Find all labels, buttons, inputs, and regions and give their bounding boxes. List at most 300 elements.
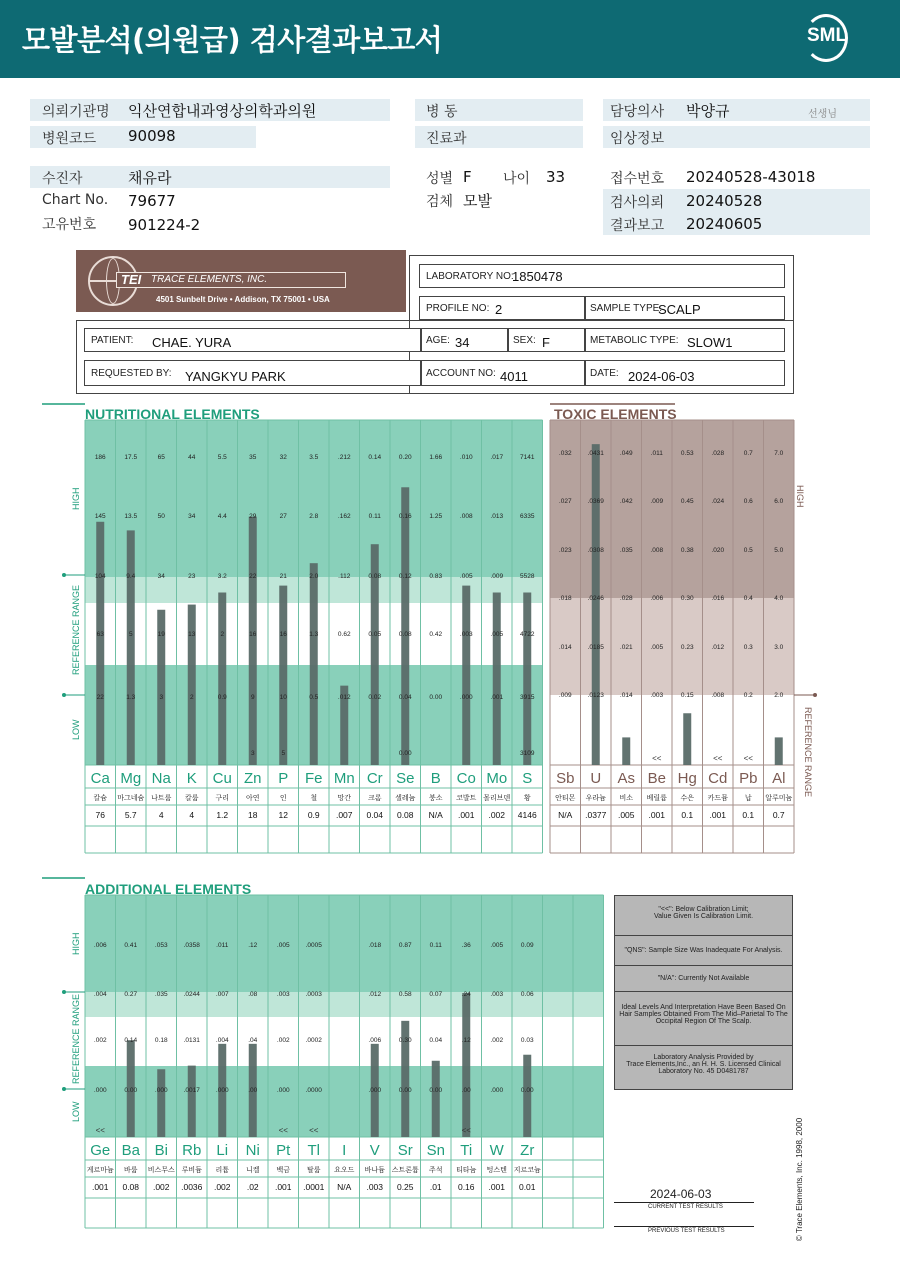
nut-name: 칼륨: [184, 794, 199, 802]
nut-tick-label: 4.4: [217, 513, 227, 520]
tox-name: 수은: [680, 794, 695, 802]
add-tick-label: .002: [276, 1037, 290, 1044]
add-tick-label: 0.00: [124, 1087, 138, 1094]
add-symbol-tl: Tl: [307, 1142, 320, 1159]
lab-no-value: 1850478: [512, 269, 563, 284]
nut-tick-label: 7141: [520, 454, 535, 461]
metabolic-value: SLOW1: [687, 335, 733, 350]
nut-tick-label: 0.14: [368, 454, 382, 461]
nut-tick-label: 32: [279, 454, 287, 461]
nut-tick-label: 9: [250, 694, 255, 701]
add-bar-sn: [432, 1061, 440, 1137]
tox-tick-label: 0.30: [680, 595, 694, 602]
reception-value: 20240528-43018: [686, 168, 816, 186]
tox-symbol-as: As: [617, 770, 636, 787]
nut-name: 망간: [337, 794, 352, 802]
nut-name: 칼슘: [93, 794, 108, 802]
add-tick-label: .08: [248, 991, 258, 998]
add-result: .001: [488, 1182, 506, 1192]
reference-range-dot: [813, 693, 817, 697]
tox-result: .005: [617, 810, 635, 820]
tox-name: 비소: [619, 794, 634, 802]
nut-tick-label: 34: [157, 573, 165, 580]
nut-tick-label: 0.12: [398, 573, 412, 580]
nut-tick-label: 2.8: [309, 513, 319, 520]
add-tick-label: 0.18: [154, 1037, 168, 1044]
add-tick-label: .00: [248, 1087, 258, 1094]
add-tick-label: .003: [276, 991, 290, 998]
tox-result: .001: [648, 810, 666, 820]
add-tick-label: .12: [248, 942, 258, 949]
add-tick-label: .000: [93, 1087, 107, 1094]
id-label: 고유번호: [42, 217, 97, 233]
nut-result: 0.9: [307, 810, 320, 820]
nut-bar-fe: [310, 563, 318, 765]
nut-tick-label: 0.08: [368, 573, 382, 580]
tox-tick-label: 0.6: [743, 498, 753, 505]
nut-tick-label: 3: [250, 750, 255, 757]
add-name: 리튬: [215, 1166, 230, 1174]
reference-range-dot: [62, 693, 66, 697]
tox-tick-label: 0.53: [680, 450, 694, 457]
nut-tick-label: 35: [249, 454, 257, 461]
nut-tick-label: 104: [94, 573, 106, 580]
nut-bar-cu: [218, 593, 226, 766]
toxic-title: TOXIC ELEMENTS: [554, 406, 677, 422]
add-name: 루비듐: [181, 1166, 202, 1174]
tei-patient-label: PATIENT:: [91, 335, 134, 346]
nut-tick-label: 63: [96, 631, 104, 638]
nut-tick-label: .001: [490, 694, 504, 701]
tox-tick-label: .008: [711, 692, 725, 699]
nut-tick-label: 0.05: [368, 631, 382, 638]
add-tick-label: .04: [248, 1037, 258, 1044]
tox-tick-label: 4.0: [774, 595, 784, 602]
add-symbol-ba: Ba: [121, 1142, 140, 1159]
date-label: DATE:: [590, 368, 619, 379]
add-symbol-ge: Ge: [90, 1142, 111, 1159]
tox-tick-label: .003: [650, 692, 664, 699]
nut-tick-label: 0.11: [368, 513, 381, 520]
nut-tick-label: 0.20: [398, 454, 412, 461]
add-symbol-li: Li: [216, 1142, 229, 1159]
add-tick-label: .000: [215, 1087, 229, 1094]
nut-result: 0.08: [396, 810, 414, 820]
nut-tick-label: 0.02: [368, 694, 382, 701]
nut-bar-ca: [96, 522, 104, 765]
nut-tick-label: 0.9: [217, 694, 227, 701]
nut-tick-label: .000: [459, 694, 473, 701]
tox-result: .001: [709, 810, 727, 820]
tox-name: 카드뮴: [707, 794, 728, 802]
add-tick-label: .004: [93, 991, 107, 998]
tox-tick-label: .0369: [587, 498, 604, 505]
clinical-label: 임상정보: [610, 131, 665, 147]
requested-value: YANGKYU PARK: [185, 369, 286, 384]
add-tick-label: 0.27: [124, 991, 138, 998]
request-value: 20240528: [686, 192, 763, 210]
add-tick-label: .006: [368, 1037, 382, 1044]
nut-tick-label: 2.0: [309, 573, 319, 580]
add-name: 바나듐: [364, 1166, 385, 1174]
nut-result: 1.2: [216, 810, 229, 820]
chart-value: 79677: [128, 192, 176, 210]
add-result: .0036: [181, 1182, 203, 1192]
nut-tick-label: 2: [189, 694, 194, 701]
add-name: 비스무스: [147, 1166, 175, 1174]
tox-tick-label: 0.38: [680, 547, 694, 554]
tox-bar-hg: [683, 713, 691, 765]
nut-symbol-ca: Ca: [90, 770, 110, 787]
add-bar-bi: [157, 1069, 165, 1137]
doctor-value: 박양규: [686, 102, 730, 120]
nut-ref-label: REFERENCE RANGE: [71, 584, 81, 675]
nut-tick-label: 3.2: [217, 573, 227, 580]
patient-value: 채유라: [128, 169, 172, 187]
nut-result: .007: [335, 810, 353, 820]
nut-tick-label: 1.66: [429, 454, 443, 461]
copyright: © Trace Elements, Inc. 1998, 2000: [795, 1117, 805, 1242]
add-tick-label: 0.41: [124, 942, 138, 949]
additional-panel: [85, 895, 604, 1228]
tei-logo-text: TEI: [121, 272, 142, 287]
add-name: 지르코늄: [513, 1166, 541, 1174]
add-symbol-i: I: [342, 1142, 347, 1159]
tox-tick-label: .0431: [587, 450, 604, 457]
tox-tick-label: 7.0: [774, 450, 784, 457]
tox-result: 0.1: [681, 810, 694, 820]
tox-symbol-pb: Pb: [739, 770, 758, 787]
add-below-limit-mark: <<: [461, 1126, 471, 1135]
nut-symbol-mn: Mn: [333, 770, 355, 787]
nut-tick-label: 0.5: [309, 694, 319, 701]
nut-name: 크롬: [367, 794, 382, 802]
add-tick-label: .018: [368, 942, 382, 949]
legend-ideal: Ideal Levels And Interpretation Have Been Based On Hair Samples Obtained From The Mid–Parietal To The Occipital Region Of The Scalp.: [615, 992, 792, 1046]
nut-tick-label: .112: [338, 573, 351, 580]
add-name: 스트론튬: [391, 1166, 419, 1174]
nut-symbol-co: Co: [456, 770, 476, 787]
tox-tick-label: .028: [619, 595, 633, 602]
reception-label: 접수번호: [610, 171, 665, 187]
request-label: 검사의뢰: [610, 195, 665, 211]
nut-result: 4: [189, 810, 195, 820]
add-result: .001: [274, 1182, 292, 1192]
nut-tick-label: 2: [220, 631, 225, 638]
nut-tick-label: .162: [337, 513, 351, 520]
tox-result: 0.1: [742, 810, 755, 820]
tox-tick-label: .009: [650, 498, 664, 505]
nut-result: 0.04: [366, 810, 384, 820]
toxic-panel: [550, 420, 794, 853]
nut-tick-label: 186: [94, 454, 106, 461]
nut-result: .001: [457, 810, 475, 820]
nut-tick-label: 0.00: [429, 694, 443, 701]
tox-tick-label: 2.0: [774, 692, 784, 699]
doctor-suffix: 선생님: [808, 109, 837, 120]
tei-company: TRACE ELEMENTS, INC.: [151, 274, 268, 285]
tox-name: 우라늄: [585, 794, 606, 802]
add-tick-label: 0.06: [520, 991, 534, 998]
nut-tick-label: 19: [157, 631, 165, 638]
patient-label: 수진자: [42, 171, 83, 187]
add-tick-label: 0.07: [429, 991, 443, 998]
account-label: ACCOUNT NO:: [426, 368, 496, 379]
account-value: 4011: [500, 369, 528, 384]
tox-name: 안티몬: [555, 794, 576, 802]
add-result: .0001: [303, 1182, 325, 1192]
tox-tick-label: .005: [650, 644, 664, 651]
add-tick-label: .0244: [183, 991, 200, 998]
tox-tick-label: 0.2: [743, 692, 753, 699]
add-tick-label: 0.30: [398, 1037, 412, 1044]
nut-tick-label: 44: [188, 454, 196, 461]
tox-tick-label: 0.7: [743, 450, 753, 457]
nut-tick-label: 13: [188, 631, 196, 638]
nut-tick-label: 22: [96, 694, 104, 701]
tox-symbol-sb: Sb: [556, 770, 575, 787]
tei-patient-value: CHAE. YURA: [152, 335, 232, 350]
nut-tick-label: 16: [279, 631, 287, 638]
add-result: .02: [246, 1182, 259, 1192]
nut-name: 황: [523, 794, 531, 802]
add-tick-label: .0005: [305, 942, 322, 949]
add-result: N/A: [337, 1182, 352, 1192]
add-tick-label: .002: [93, 1037, 107, 1044]
add-bar-ti: [462, 993, 470, 1137]
tei-age-label: AGE:: [426, 335, 450, 346]
tox-bar-as: [622, 737, 630, 765]
metabolic-label: METABOLIC TYPE:: [590, 335, 679, 346]
tox-tick-label: .009: [558, 692, 572, 699]
add-tick-label: .002: [490, 1037, 504, 1044]
nut-name: 붕소: [428, 794, 443, 802]
tox-result: .0377: [585, 810, 607, 820]
tei-address: 4501 Sunbelt Drive • Addison, TX 75001 • USA: [156, 295, 330, 304]
additional-title: ADDITIONAL ELEMENTS: [85, 881, 252, 897]
tox-tick-label: .014: [558, 644, 572, 651]
tox-tick-label: 0.3: [743, 644, 753, 651]
legend-bcl: "<<": Below Calibration Limit; Value Given Is Calibration Limit.: [615, 896, 792, 936]
tox-symbol-cd: Cd: [708, 770, 728, 787]
nut-band: [85, 420, 543, 577]
nut-bar-p: [279, 586, 287, 765]
nut-tick-label: 34: [188, 513, 196, 520]
add-low-label: LOW: [71, 1101, 81, 1122]
nut-tick-label: .010: [459, 454, 473, 461]
add-tick-label: 0.00: [520, 1087, 534, 1094]
nut-tick-label: 17.5: [124, 454, 138, 461]
institution-value: 익산연합내과영상의학과의원: [128, 102, 317, 120]
nut-result: 4: [158, 810, 164, 820]
nut-tick-label: 50: [157, 513, 165, 520]
hospital-code-label: 병원코드: [42, 131, 97, 147]
specimen-label: 검체: [426, 194, 454, 210]
add-tick-label: .000: [154, 1087, 168, 1094]
tox-tick-label: 0.5: [743, 547, 753, 554]
add-symbol-rb: Rb: [182, 1142, 202, 1159]
tei-age-value: 34: [455, 335, 470, 350]
profile-label: PROFILE NO:: [426, 303, 490, 314]
tox-tick-label: .023: [558, 547, 572, 554]
nut-tick-label: 10: [279, 694, 287, 701]
add-symbol-ni: Ni: [245, 1142, 260, 1159]
nut-symbol-cu: Cu: [212, 770, 232, 787]
hospital-code-value: 90098: [128, 127, 176, 145]
add-tick-label: .005: [276, 942, 290, 949]
tox-tick-label: .011: [650, 450, 663, 457]
nut-bar-s: [523, 593, 531, 766]
add-result: 0.25: [396, 1182, 414, 1192]
nut-name: 구리: [215, 794, 230, 802]
nut-name: 인: [279, 794, 287, 802]
add-tick-label: 0.03: [520, 1037, 534, 1044]
add-tick-label: .000: [490, 1087, 504, 1094]
nut-tick-label: .017: [490, 454, 504, 461]
tox-tick-label: .008: [650, 547, 664, 554]
sex-label: 성별: [426, 171, 454, 187]
nut-symbol-zn: Zn: [243, 770, 262, 787]
nut-bar-se: [401, 487, 409, 765]
add-tick-label: .011: [216, 942, 229, 949]
previous-label: PREVIOUS TEST RESULTS: [648, 1228, 725, 1234]
add-tick-label: .0002: [305, 1037, 322, 1044]
add-tick-label: .0003: [305, 991, 322, 998]
add-result: .002: [213, 1182, 231, 1192]
add-name: 백금: [276, 1166, 291, 1174]
tox-name: 납: [744, 794, 752, 802]
nut-tick-label: 0.00: [398, 750, 412, 757]
nut-tick-label: 21: [279, 573, 287, 580]
tox-tick-label: .006: [650, 595, 664, 602]
ward-label: 병 동: [426, 104, 458, 120]
nut-bar-k: [188, 605, 196, 765]
nut-tick-label: 0.04: [398, 694, 412, 701]
tox-tick-label: .0308: [587, 547, 604, 554]
nut-tick-label: 13.5: [124, 513, 138, 520]
nut-tick-label: .005: [490, 631, 504, 638]
nut-tick-label: 29: [249, 513, 257, 520]
add-tick-label: 0.09: [520, 942, 534, 949]
age-label: 나이: [503, 171, 531, 187]
add-tick-label: .053: [154, 942, 168, 949]
nut-name: 셀레늄: [395, 794, 416, 802]
add-bar-zr: [523, 1055, 531, 1137]
tox-tick-label: .035: [619, 547, 633, 554]
add-symbol-w: W: [489, 1142, 504, 1159]
tox-symbol-al: Al: [772, 770, 786, 787]
add-tick-label: .000: [276, 1087, 290, 1094]
specimen-value: 모발: [463, 192, 492, 210]
nut-result: .002: [488, 810, 506, 820]
requested-label: REQUESTED BY:: [91, 368, 172, 379]
nut-name: 철: [310, 794, 318, 802]
add-name: 텅스텐: [486, 1166, 507, 1174]
nut-tick-label: 4722: [520, 631, 535, 638]
tox-tick-label: .0246: [587, 595, 604, 602]
nut-tick-label: 5: [128, 631, 133, 638]
tox-tick-label: 0.4: [743, 595, 753, 602]
nut-result: 5.7: [124, 810, 137, 820]
nut-tick-label: 9.4: [126, 573, 136, 580]
nut-symbol-k: K: [186, 770, 197, 787]
nut-tick-label: 65: [157, 454, 165, 461]
nut-bar-mo: [493, 593, 501, 766]
report-label: 결과보고: [610, 218, 665, 234]
nut-tick-label: 16: [249, 631, 257, 638]
nut-bar-zn: [249, 517, 257, 765]
tox-tick-label: .032: [558, 450, 572, 457]
add-symbol-v: V: [369, 1142, 380, 1159]
nut-symbol-se: Se: [396, 770, 415, 787]
tox-tick-label: .012: [711, 644, 725, 651]
nut-tick-label: 22: [249, 573, 257, 580]
nut-tick-label: 5528: [520, 573, 535, 580]
sex-value: F: [463, 168, 472, 186]
add-below-limit-mark: <<: [309, 1126, 319, 1135]
nut-symbol-p: P: [278, 770, 289, 787]
tox-tick-label: .018: [558, 595, 572, 602]
add-tick-label: .004: [215, 1037, 229, 1044]
nut-tick-label: 0.08: [398, 631, 412, 638]
tox-symbol-u: U: [590, 770, 602, 787]
tox-tick-label: 0.45: [680, 498, 694, 505]
add-tick-label: .00: [461, 1087, 471, 1094]
nut-tick-label: 0.42: [429, 631, 443, 638]
add-tick-label: 0.04: [429, 1037, 443, 1044]
add-tick-label: 0.00: [429, 1087, 443, 1094]
nut-result: 4146: [517, 810, 537, 820]
add-tick-label: 0.14: [124, 1037, 138, 1044]
tox-name: 알루미늄: [765, 794, 793, 802]
add-name: 요오드: [334, 1166, 355, 1174]
add-result: .002: [152, 1182, 170, 1192]
tox-tick-label: .0123: [587, 692, 604, 699]
tox-high-label: HIGH: [795, 485, 805, 508]
add-result: .003: [366, 1182, 384, 1192]
nut-tick-label: 1.3: [126, 694, 136, 701]
add-ref-label: REFERENCE RANGE: [71, 993, 81, 1084]
tox-tick-label: .014: [619, 692, 633, 699]
add-name: 게르마늄: [86, 1166, 114, 1174]
nut-symbol-cr: Cr: [366, 770, 383, 787]
add-result: 0.16: [457, 1182, 475, 1192]
report-title: 모발분석(의원급) 검사결과보고서: [22, 23, 443, 57]
tox-tick-label: .042: [619, 498, 633, 505]
tox-symbol-hg: Hg: [677, 770, 697, 787]
add-result: .01: [429, 1182, 442, 1192]
nut-tick-label: 1.3: [309, 631, 319, 638]
nutritional-title: NUTRITIONAL ELEMENTS: [85, 406, 260, 422]
nut-tick-label: .003: [459, 631, 473, 638]
add-name: 주석: [428, 1166, 443, 1174]
add-bar-rb: [188, 1066, 196, 1137]
add-tick-label: .012: [368, 991, 382, 998]
nut-tick-label: 0.83: [429, 573, 443, 580]
add-high-label: HIGH: [71, 932, 81, 955]
add-tick-label: 0.87: [398, 942, 412, 949]
add-symbol-sn: Sn: [426, 1142, 445, 1159]
add-tick-label: .0358: [183, 942, 200, 949]
tox-tick-label: .024: [711, 498, 725, 505]
tei-sex-label: SEX:: [513, 335, 536, 346]
nut-tick-label: 0.16: [398, 513, 412, 520]
nut-name: 몰리브덴: [483, 794, 511, 802]
legend-na: "N/A": Currently Not Available: [615, 966, 792, 992]
profile-value: 2: [495, 302, 503, 317]
tox-bar-u: [592, 444, 600, 765]
tox-result: N/A: [558, 810, 573, 820]
